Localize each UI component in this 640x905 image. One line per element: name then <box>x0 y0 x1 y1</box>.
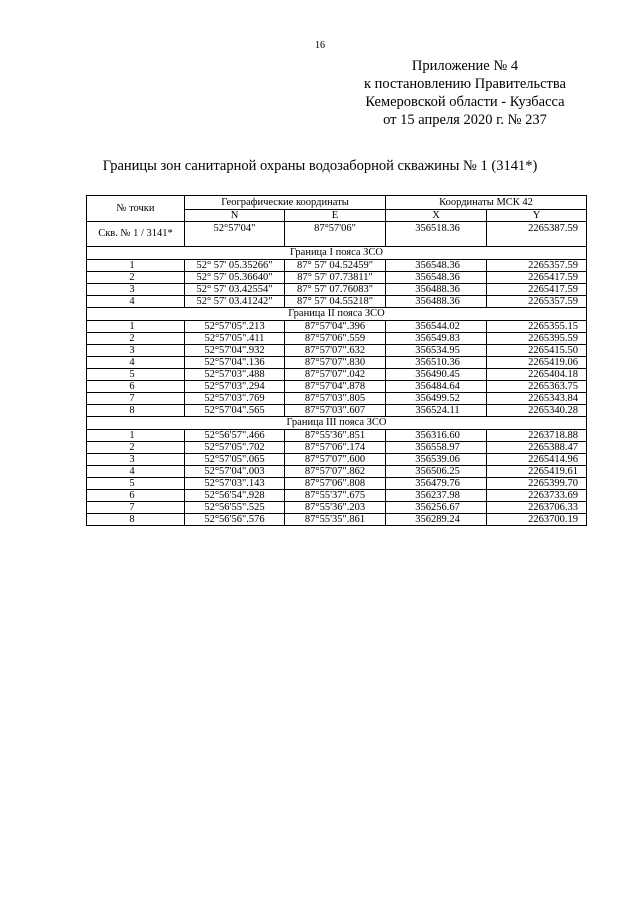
table-row <box>87 321 587 333</box>
table-row <box>87 478 587 490</box>
header-e: E <box>285 210 386 222</box>
coord-y: 2263718.88 <box>487 430 587 442</box>
longitude-e: 87°57'04".396 <box>285 321 386 333</box>
point-number: 3 <box>87 454 185 466</box>
point-number: 8 <box>87 514 185 526</box>
latitude-n: 52°57'03".143 <box>185 478 285 490</box>
coord-y: 2265419.06 <box>487 357 587 369</box>
table-row <box>87 333 587 345</box>
longitude-e: 87°57'07".042 <box>285 369 386 381</box>
longitude-e: 87°57'06".559 <box>285 333 386 345</box>
point-number: 2 <box>87 442 185 454</box>
coord-x: 356488.36 <box>386 296 487 308</box>
coord-x: 356544.02 <box>386 321 487 333</box>
longitude-e: 87°57'07".632 <box>285 345 386 357</box>
well-y: 2265387.59 <box>487 222 587 247</box>
point-number: 6 <box>87 490 185 502</box>
section-row <box>87 417 587 430</box>
section-label: Граница III пояса ЗСО <box>87 417 587 430</box>
coord-x: 356289.24 <box>386 514 487 526</box>
point-number: 6 <box>87 381 185 393</box>
coord-y: 2263700.19 <box>487 514 587 526</box>
latitude-n: 52° 57' 05.36640" <box>185 272 285 284</box>
appendix-line: к постановлению Правительства <box>364 76 566 92</box>
well-n: 52°57'04" <box>185 222 285 247</box>
point-number: 3 <box>87 345 185 357</box>
page-number: 16 <box>315 40 325 51</box>
header-geographic-coordinates: Географические координаты <box>185 196 386 210</box>
latitude-n: 52°57'05".213 <box>185 321 285 333</box>
point-number: 1 <box>87 260 185 272</box>
latitude-n: 52°57'04".565 <box>185 405 285 417</box>
section-label: Граница II пояса ЗСО <box>87 308 587 321</box>
coord-x: 356237.98 <box>386 490 487 502</box>
point-number: 4 <box>87 357 185 369</box>
appendix-header <box>330 57 600 129</box>
longitude-e: 87°57'03".607 <box>285 405 386 417</box>
longitude-e: 87°57'03".805 <box>285 393 386 405</box>
point-number: 2 <box>87 333 185 345</box>
latitude-n: 52°57'04".932 <box>185 345 285 357</box>
coord-x: 356316.60 <box>386 430 487 442</box>
header-msk-coordinates: Координаты МСК 42 <box>386 196 587 210</box>
table-row <box>87 284 587 296</box>
point-number: 4 <box>87 466 185 478</box>
header-point-number: № точки <box>87 196 185 222</box>
coord-y: 2265395.59 <box>487 333 587 345</box>
point-number: 5 <box>87 369 185 381</box>
coord-x: 356488.36 <box>386 284 487 296</box>
longitude-e: 87°55'36".851 <box>285 430 386 442</box>
document-title: Границы зон санитарной охраны водозаборной скважины № 1 (3141*) <box>102 158 538 174</box>
coord-y: 2265340.28 <box>487 405 587 417</box>
longitude-e: 87°57'04".878 <box>285 381 386 393</box>
appendix-line: от 15 апреля 2020 г. № 237 <box>383 112 547 128</box>
point-number: 5 <box>87 478 185 490</box>
latitude-n: 52°57'03".294 <box>185 381 285 393</box>
well-label: Скв. № 1 / 3141* <box>87 222 185 247</box>
longitude-e: 87° 57' 07.73811" <box>285 272 386 284</box>
longitude-e: 87° 57' 04.52459" <box>285 260 386 272</box>
longitude-e: 87°55'36".203 <box>285 502 386 514</box>
point-number: 1 <box>87 321 185 333</box>
coord-y: 2265417.59 <box>487 272 587 284</box>
longitude-e: 87°55'37".675 <box>285 490 386 502</box>
coord-y: 2263733.69 <box>487 490 587 502</box>
point-number: 3 <box>87 284 185 296</box>
header-x: X <box>386 210 487 222</box>
appendix-line: Кемеровской области - Кузбасса <box>365 94 565 110</box>
coord-x: 356548.36 <box>386 260 487 272</box>
coord-y: 2265355.15 <box>487 321 587 333</box>
latitude-n: 52° 57' 05.35266" <box>185 260 285 272</box>
coord-x: 356524.11 <box>386 405 487 417</box>
table-row <box>87 381 587 393</box>
point-number: 8 <box>87 405 185 417</box>
longitude-e: 87°57'07".862 <box>285 466 386 478</box>
table-row <box>87 369 587 381</box>
coord-x: 356490.45 <box>386 369 487 381</box>
coordinates-table <box>86 195 587 526</box>
coord-x: 356479.76 <box>386 478 487 490</box>
table-row <box>87 405 587 417</box>
coord-x: 356256.67 <box>386 502 487 514</box>
latitude-n: 52°57'05".411 <box>185 333 285 345</box>
longitude-e: 87°57'06".808 <box>285 478 386 490</box>
coord-y: 2265343.84 <box>487 393 587 405</box>
coord-x: 356506.25 <box>386 466 487 478</box>
table-row <box>87 345 587 357</box>
latitude-n: 52°56'55".525 <box>185 502 285 514</box>
table-row <box>87 502 587 514</box>
table-row <box>87 393 587 405</box>
well-row <box>87 222 587 247</box>
coord-x: 356484.64 <box>386 381 487 393</box>
longitude-e: 87°57'07".830 <box>285 357 386 369</box>
coord-y: 2265363.75 <box>487 381 587 393</box>
coord-y: 2263706.33 <box>487 502 587 514</box>
coord-y: 2265414.96 <box>487 454 587 466</box>
coord-y: 2265415.50 <box>487 345 587 357</box>
point-number: 4 <box>87 296 185 308</box>
coord-y: 2265399.70 <box>487 478 587 490</box>
header-y: Y <box>487 210 587 222</box>
appendix-line: Приложение № 4 <box>411 58 519 74</box>
coord-y: 2265388.47 <box>487 442 587 454</box>
latitude-n: 52°56'56".576 <box>185 514 285 526</box>
longitude-e: 87° 57' 07.76083" <box>285 284 386 296</box>
table-row <box>87 466 587 478</box>
longitude-e: 87°55'35".861 <box>285 514 386 526</box>
latitude-n: 52°57'03".488 <box>185 369 285 381</box>
table-row <box>87 490 587 502</box>
coord-x: 356510.36 <box>386 357 487 369</box>
coord-y: 2265404.18 <box>487 369 587 381</box>
latitude-n: 52°56'54".928 <box>185 490 285 502</box>
coord-y: 2265357.59 <box>487 260 587 272</box>
section-label: Граница I пояса ЗСО <box>87 247 587 260</box>
section-row <box>87 308 587 321</box>
well-x: 356518.36 <box>386 222 487 247</box>
table-row <box>87 454 587 466</box>
header-n: N <box>185 210 285 222</box>
section-row <box>87 247 587 260</box>
longitude-e: 87°57'07".600 <box>285 454 386 466</box>
longitude-e: 87°57'06".174 <box>285 442 386 454</box>
well-e: 87°57'06" <box>285 222 386 247</box>
point-number: 2 <box>87 272 185 284</box>
table-row <box>87 442 587 454</box>
table-header-row <box>87 196 587 210</box>
latitude-n: 52°57'05".065 <box>185 454 285 466</box>
point-number: 7 <box>87 393 185 405</box>
coord-x: 356549.83 <box>386 333 487 345</box>
coordinates-table-body <box>87 196 587 526</box>
point-number: 1 <box>87 430 185 442</box>
latitude-n: 52°56'57".466 <box>185 430 285 442</box>
table-row <box>87 260 587 272</box>
coord-x: 356558.97 <box>386 442 487 454</box>
latitude-n: 52° 57' 03.42554" <box>185 284 285 296</box>
coord-x: 356548.36 <box>386 272 487 284</box>
table-row <box>87 430 587 442</box>
latitude-n: 52°57'05".702 <box>185 442 285 454</box>
point-number: 7 <box>87 502 185 514</box>
table-row <box>87 514 587 526</box>
coord-y: 2265419.61 <box>487 466 587 478</box>
coord-x: 356499.52 <box>386 393 487 405</box>
coord-y: 2265357.59 <box>487 296 587 308</box>
table-row <box>87 296 587 308</box>
coord-y: 2265417.59 <box>487 284 587 296</box>
latitude-n: 52°57'04".136 <box>185 357 285 369</box>
table-row <box>87 357 587 369</box>
latitude-n: 52°57'04".003 <box>185 466 285 478</box>
coord-x: 356534.95 <box>386 345 487 357</box>
latitude-n: 52° 57' 03.41242" <box>185 296 285 308</box>
table-row <box>87 272 587 284</box>
coord-x: 356539.06 <box>386 454 487 466</box>
latitude-n: 52°57'03".769 <box>185 393 285 405</box>
longitude-e: 87° 57' 04.55218" <box>285 296 386 308</box>
